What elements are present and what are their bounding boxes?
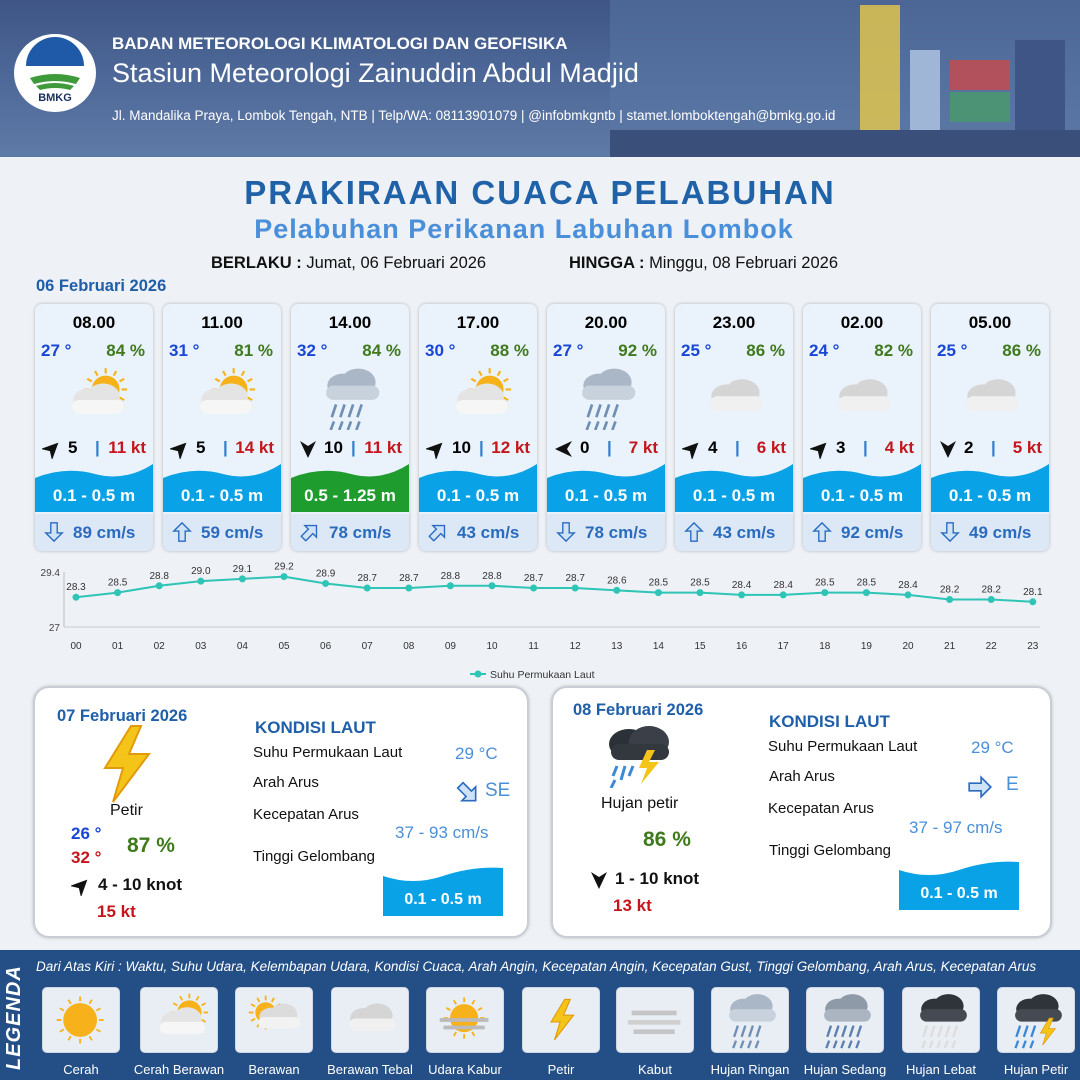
card-time: 02.00 xyxy=(840,313,884,332)
data-point xyxy=(73,594,80,601)
card-separator: | xyxy=(991,438,996,457)
data-point xyxy=(530,585,537,592)
x-tick-label: 03 xyxy=(195,641,207,652)
day3-humidity: 86 % xyxy=(643,828,691,851)
card-separator: | xyxy=(95,438,100,457)
data-label: 28.3 xyxy=(66,582,86,594)
legend-marker xyxy=(475,671,482,678)
day2-current-speed-label: Kecepatan Arus xyxy=(253,806,359,823)
data-label: 28.5 xyxy=(856,577,877,589)
card-separator: | xyxy=(863,438,868,457)
day2-current-arrow-icon xyxy=(455,780,481,806)
card-wave xyxy=(931,462,1049,512)
card-current-speed: 59 cm/s xyxy=(201,523,264,542)
legend-label: Hujan Lebat xyxy=(905,1062,977,1077)
forecast-card xyxy=(675,304,793,551)
card-humidity: 86 % xyxy=(746,341,785,360)
day3-current-dir-label: Arah Arus xyxy=(769,768,835,785)
udara-kabur-icon xyxy=(426,987,504,1053)
forecast-card xyxy=(35,304,153,551)
data-point xyxy=(988,596,995,603)
cerah-berawan-icon xyxy=(443,366,515,430)
card-temperature: 24 ° xyxy=(809,341,840,360)
data-label: 28.8 xyxy=(149,570,169,582)
legend-label: Hujan Sedang xyxy=(803,1062,887,1077)
legend-label: Hujan Ringan xyxy=(710,1062,790,1077)
day3-wind-arrow-icon xyxy=(589,870,609,890)
card-humidity: 88 % xyxy=(490,341,529,360)
legend-label: Hujan Petir xyxy=(1003,1062,1069,1077)
card-wave xyxy=(163,462,281,512)
card-current xyxy=(163,514,281,551)
x-tick-label: 14 xyxy=(652,641,664,652)
x-tick-label: 12 xyxy=(569,641,581,652)
card-wind-speed: 2 xyxy=(964,438,974,457)
wind-arrow-icon xyxy=(426,439,446,459)
x-tick-label: 07 xyxy=(361,641,373,652)
x-tick-label: 22 xyxy=(985,641,997,652)
card-gust: 12 kt xyxy=(491,438,530,457)
valid-from-value: Jumat, 06 Februari 2026 xyxy=(306,254,487,272)
current-arrow-icon xyxy=(43,521,65,543)
hujan-ringan-icon xyxy=(571,366,643,430)
x-tick-label: 20 xyxy=(902,641,914,652)
current-arrow-icon xyxy=(555,521,577,543)
cerah-berawan-icon xyxy=(59,366,131,430)
card-gust: 11 kt xyxy=(108,438,146,457)
x-tick-label: 15 xyxy=(694,641,706,652)
data-label: 28.7 xyxy=(357,573,377,585)
day2-wave: 0.1 - 0.5 m xyxy=(404,891,482,908)
data-label: 28.5 xyxy=(690,577,710,589)
contact-address: Jl. Mandalika Praya, Lombok Tengah, NTB | Telp/WA: 08113901079 | @infobmkgntb | stamet.lomboktengah@bmkg.go.id xyxy=(112,108,836,123)
data-point xyxy=(572,585,579,592)
card-wind-speed: 3 xyxy=(836,438,846,457)
card-wave xyxy=(291,462,409,512)
card-temperature: 30 ° xyxy=(425,341,456,360)
kabut-icon xyxy=(616,987,694,1053)
day2-panel xyxy=(33,686,529,938)
card-current xyxy=(675,514,793,551)
data-point xyxy=(780,591,787,598)
card-wave-height: 0.1 - 0.5 m xyxy=(692,486,776,505)
x-tick-label: 04 xyxy=(236,641,248,652)
x-tick-label: 01 xyxy=(112,641,124,652)
data-label: 28.9 xyxy=(315,568,336,580)
day3-wave-graphic xyxy=(899,858,1019,910)
data-label: 28.4 xyxy=(773,579,793,591)
y-tick-label: 29.4 xyxy=(40,568,60,579)
current-arrow-icon xyxy=(299,521,321,543)
data-label: 28.1 xyxy=(1023,586,1043,598)
hujan-lebat-icon xyxy=(902,987,980,1053)
data-label: 29.0 xyxy=(191,566,211,578)
current-arrow-icon xyxy=(171,521,193,543)
day1-date: 06 Februari 2026 xyxy=(36,277,167,295)
x-tick-label: 10 xyxy=(486,641,498,652)
legend-label: Petir xyxy=(547,1062,575,1077)
port-illustration xyxy=(610,0,1080,157)
card-temperature: 27 ° xyxy=(553,341,584,360)
data-label: 29.1 xyxy=(232,563,253,575)
legend-label: Berawan xyxy=(248,1062,300,1077)
day2-gust: 15 kt xyxy=(97,902,136,921)
berawan-tebal-icon xyxy=(827,366,899,430)
data-point xyxy=(821,589,828,596)
card-temperature: 32 ° xyxy=(297,341,328,360)
data-label: 28.2 xyxy=(981,584,1001,596)
data-point xyxy=(239,575,246,582)
card-gust: 14 kt xyxy=(235,438,274,457)
card-wave xyxy=(419,462,537,512)
data-point xyxy=(905,591,912,598)
day2-wave-graphic xyxy=(383,864,503,916)
hujan-sedang-icon xyxy=(806,987,884,1053)
legend-series-name: Suhu Permukaan Laut xyxy=(490,669,595,681)
data-point xyxy=(697,589,704,596)
card-humidity: 82 % xyxy=(874,341,913,360)
day2-temp-min: 26 ° xyxy=(71,824,102,843)
forecast-card xyxy=(291,304,409,551)
card-time: 14.00 xyxy=(328,313,372,332)
data-point xyxy=(489,582,496,589)
cerah-berawan-icon xyxy=(140,987,218,1053)
forecast-card xyxy=(547,304,665,551)
card-wind-speed: 4 xyxy=(708,438,718,457)
data-label: 28.4 xyxy=(898,579,918,591)
legend-description: Dari Atas Kiri : Waktu, Suhu Udara, Kelembapan Udara, Kondisi Cuaca, Arah Angin, Kecepatan Angin, Kecepatan Gust, Tinggi Gelombang, Arah Arus, Kecepatan Arus xyxy=(36,959,1037,974)
wind-arrow-icon xyxy=(298,439,318,459)
wind-arrow-icon xyxy=(42,439,62,459)
x-tick-label: 08 xyxy=(403,641,415,652)
current-arrow-icon xyxy=(427,521,449,543)
card-wave-height: 0.1 - 0.5 m xyxy=(52,486,136,505)
data-label: 28.2 xyxy=(939,584,960,596)
data-point xyxy=(1029,598,1036,605)
day2-condition: Petir xyxy=(110,802,143,819)
data-label: 28.7 xyxy=(565,573,585,585)
day3-wave: 0.1 - 0.5 m xyxy=(920,885,998,902)
legend-label: Cerah Berawan xyxy=(133,1062,225,1077)
data-point xyxy=(114,589,121,596)
card-wave-height: 0.1 - 0.5 m xyxy=(436,486,520,505)
card-current xyxy=(419,514,537,551)
card-wave-height: 0.1 - 0.5 m xyxy=(948,486,1032,505)
card-current-speed: 92 cm/s xyxy=(841,523,904,542)
current-arrow-icon xyxy=(939,521,961,543)
y-tick-label: 27 xyxy=(48,623,60,634)
card-time: 17.00 xyxy=(456,313,500,332)
card-wave-height: 0.1 - 0.5 m xyxy=(564,486,648,505)
day2-current-dir-label: Arah Arus xyxy=(253,774,319,791)
data-label: 28.7 xyxy=(399,573,419,585)
data-point xyxy=(322,580,329,587)
day2-sea-title: KONDISI LAUT xyxy=(255,718,376,737)
day2-current-dir: SE xyxy=(485,780,511,801)
card-wind xyxy=(680,438,790,460)
data-label: 28.5 xyxy=(648,577,669,589)
data-point xyxy=(613,587,620,594)
data-label: 28.6 xyxy=(607,575,627,587)
card-wind-speed: 5 xyxy=(68,438,78,457)
card-temperature: 31 ° xyxy=(169,341,200,360)
data-point xyxy=(738,591,745,598)
header-banner xyxy=(0,0,1080,157)
valid-to xyxy=(569,254,838,273)
day2-date: 07 Februari 2026 xyxy=(57,707,188,725)
card-gust: 4 kt xyxy=(884,438,914,457)
day3-panel xyxy=(551,686,1052,938)
x-tick-label: 00 xyxy=(70,641,82,652)
card-separator: | xyxy=(735,438,740,457)
day2-sst-label: Suhu Permukaan Laut xyxy=(253,744,403,761)
card-wind-speed: 10 xyxy=(452,438,471,457)
x-tick-label: 06 xyxy=(320,641,332,652)
card-humidity: 84 % xyxy=(106,341,145,360)
data-point xyxy=(946,596,953,603)
day3-sst: 29 °C xyxy=(971,738,1014,757)
day3-gust: 13 kt xyxy=(613,896,652,915)
x-tick-label: 11 xyxy=(528,641,539,652)
data-label: 29.2 xyxy=(274,561,294,573)
card-current-speed: 49 cm/s xyxy=(969,523,1032,542)
wind-arrow-icon xyxy=(554,439,574,459)
card-wind xyxy=(40,438,150,460)
card-time: 23.00 xyxy=(712,313,756,332)
card-time: 11.00 xyxy=(201,313,243,332)
card-wind-speed: 5 xyxy=(196,438,206,457)
data-label: 28.5 xyxy=(815,577,835,589)
card-wind xyxy=(808,438,918,460)
sst-chart xyxy=(0,560,1080,685)
card-wind xyxy=(296,438,406,460)
bmkg-logo xyxy=(14,34,96,112)
data-label: 28.5 xyxy=(107,577,128,589)
day3-wind-speed: 1 - 10 knot xyxy=(615,869,700,888)
card-wave-height: 0.5 - 1.25 m xyxy=(304,486,396,505)
card-wind xyxy=(552,438,662,460)
x-tick-label: 02 xyxy=(153,641,165,652)
card-current xyxy=(803,514,921,551)
forecast-card xyxy=(419,304,537,551)
card-wind-speed: 0 xyxy=(580,438,590,457)
card-separator: | xyxy=(607,438,612,457)
organization-name: BADAN METEOROLOGI KLIMATOLOGI DAN GEOFISIKA xyxy=(112,34,568,53)
card-humidity: 86 % xyxy=(1002,341,1041,360)
card-current-speed: 89 cm/s xyxy=(73,523,136,542)
card-wave-height: 0.1 - 0.5 m xyxy=(180,486,264,505)
station-name: Stasiun Meteorologi Zainuddin Abdul Madjid xyxy=(112,58,639,88)
data-label: 28.8 xyxy=(482,570,502,582)
data-label: 28.8 xyxy=(440,570,461,582)
day3-condition: Hujan petir xyxy=(601,795,679,812)
day3-sst-label: Suhu Permukaan Laut xyxy=(768,738,918,755)
legend-label: Cerah xyxy=(63,1062,99,1077)
card-separator: | xyxy=(479,438,484,457)
data-label: 28.4 xyxy=(731,579,752,591)
card-time: 20.00 xyxy=(584,313,628,332)
card-temperature: 25 ° xyxy=(681,341,712,360)
card-wave xyxy=(675,462,793,512)
x-tick-label: 18 xyxy=(819,641,831,652)
x-tick-label: 16 xyxy=(736,641,748,652)
card-wave-height: 0.1 - 0.5 m xyxy=(820,486,904,505)
card-humidity: 92 % xyxy=(618,341,657,360)
card-wind-speed: 10 xyxy=(324,438,343,457)
logo-text: BMKG xyxy=(38,92,72,104)
card-wave xyxy=(803,462,921,512)
card-gust: 7 kt xyxy=(628,438,658,457)
hujan-petir-icon xyxy=(997,987,1075,1053)
card-separator: | xyxy=(223,438,228,457)
card-time: 08.00 xyxy=(72,313,116,332)
card-current xyxy=(291,514,409,551)
card-current-speed: 78 cm/s xyxy=(585,523,648,542)
day2-current-speed: 37 - 93 cm/s xyxy=(395,823,489,842)
legend-label: Udara Kabur xyxy=(428,1062,502,1077)
card-separator: | xyxy=(351,438,356,457)
current-arrow-icon xyxy=(811,521,833,543)
wind-arrow-icon xyxy=(170,439,190,459)
berawan-tebal-icon xyxy=(331,987,409,1053)
forecast-card xyxy=(803,304,921,551)
hujan-ringan-icon xyxy=(711,987,789,1053)
data-point xyxy=(197,578,204,585)
day2-sst: 29 °C xyxy=(455,744,498,763)
data-point xyxy=(281,573,288,580)
data-label: 28.7 xyxy=(523,573,544,585)
card-current-speed: 78 cm/s xyxy=(329,523,392,542)
x-tick-label: 13 xyxy=(611,641,623,652)
data-point xyxy=(405,585,412,592)
data-point xyxy=(655,589,662,596)
legend-label: Berawan Tebal xyxy=(327,1062,413,1077)
berawan-icon xyxy=(235,987,313,1053)
x-tick-label: 05 xyxy=(278,641,290,652)
sst-line xyxy=(76,577,1033,602)
card-wind xyxy=(424,438,534,460)
valid-from xyxy=(211,254,486,273)
data-point xyxy=(156,582,163,589)
petir-icon xyxy=(522,987,600,1053)
card-wave xyxy=(35,462,153,512)
card-time: 05.00 xyxy=(968,313,1012,332)
page-subtitle: Pelabuhan Perikanan Labuhan Lombok xyxy=(254,214,794,244)
x-tick-label: 23 xyxy=(1027,641,1039,652)
day2-wave-label: Tinggi Gelombang xyxy=(253,848,376,865)
card-temperature: 27 ° xyxy=(41,341,72,360)
berawan-tebal-icon xyxy=(699,366,771,430)
card-gust: 5 kt xyxy=(1012,438,1042,457)
cerah-icon xyxy=(42,987,120,1053)
card-gust: 6 kt xyxy=(756,438,786,457)
day3-date: 08 Februari 2026 xyxy=(573,701,704,719)
day2-humidity: 87 % xyxy=(127,834,175,857)
x-tick-label: 09 xyxy=(444,641,456,652)
legend-label: Kabut xyxy=(638,1062,672,1077)
petir-icon xyxy=(95,724,159,804)
valid-to-value: Minggu, 08 Februari 2026 xyxy=(649,254,839,272)
page-title: PRAKIRAAN CUACA PELABUHAN xyxy=(244,174,836,211)
day3-current-dir: E xyxy=(1006,774,1019,795)
berawan-tebal-icon xyxy=(955,366,1027,430)
legend-title: LEGENDA xyxy=(3,965,25,1070)
card-gust: 11 kt xyxy=(364,438,402,457)
wind-arrow-icon xyxy=(682,439,702,459)
day3-current-speed: 37 - 97 cm/s xyxy=(909,818,1003,837)
card-current xyxy=(35,514,153,551)
wind-arrow-icon xyxy=(810,439,830,459)
card-wind xyxy=(168,438,278,460)
card-current xyxy=(547,514,665,551)
x-tick-label: 21 xyxy=(944,641,956,652)
forecast-card xyxy=(163,304,281,551)
data-point xyxy=(863,589,870,596)
day3-current-arrow-icon xyxy=(967,774,993,800)
day2-wind-speed: 4 - 10 knot xyxy=(98,875,183,894)
card-wind xyxy=(936,438,1046,460)
card-current-speed: 43 cm/s xyxy=(713,523,776,542)
day2-wind-arrow-icon xyxy=(71,876,91,896)
day3-wave-label: Tinggi Gelombang xyxy=(769,842,892,859)
cerah-berawan-icon xyxy=(187,366,259,430)
card-wave xyxy=(547,462,665,512)
day3-sea-title: KONDISI LAUT xyxy=(769,712,890,731)
day3-current-speed-label: Kecepatan Arus xyxy=(768,800,874,817)
card-temperature: 25 ° xyxy=(937,341,968,360)
data-point xyxy=(447,582,454,589)
card-current xyxy=(931,514,1049,551)
card-current-speed: 43 cm/s xyxy=(457,523,520,542)
bmkg-emblem xyxy=(14,34,96,94)
day2-temp-max: 32 ° xyxy=(71,848,102,867)
card-humidity: 84 % xyxy=(362,341,401,360)
card-humidity: 81 % xyxy=(234,341,273,360)
wind-arrow-icon xyxy=(938,439,958,459)
forecast-card xyxy=(931,304,1049,551)
x-tick-label: 19 xyxy=(860,641,872,652)
current-arrow-icon xyxy=(683,521,705,543)
hujan-ringan-icon xyxy=(315,366,387,430)
data-point xyxy=(364,585,371,592)
hujan-petir-icon xyxy=(599,724,679,788)
valid-to-label: HINGGA : xyxy=(569,254,645,272)
valid-from-label: BERLAKU : xyxy=(211,254,302,272)
x-tick-label: 17 xyxy=(777,641,789,652)
